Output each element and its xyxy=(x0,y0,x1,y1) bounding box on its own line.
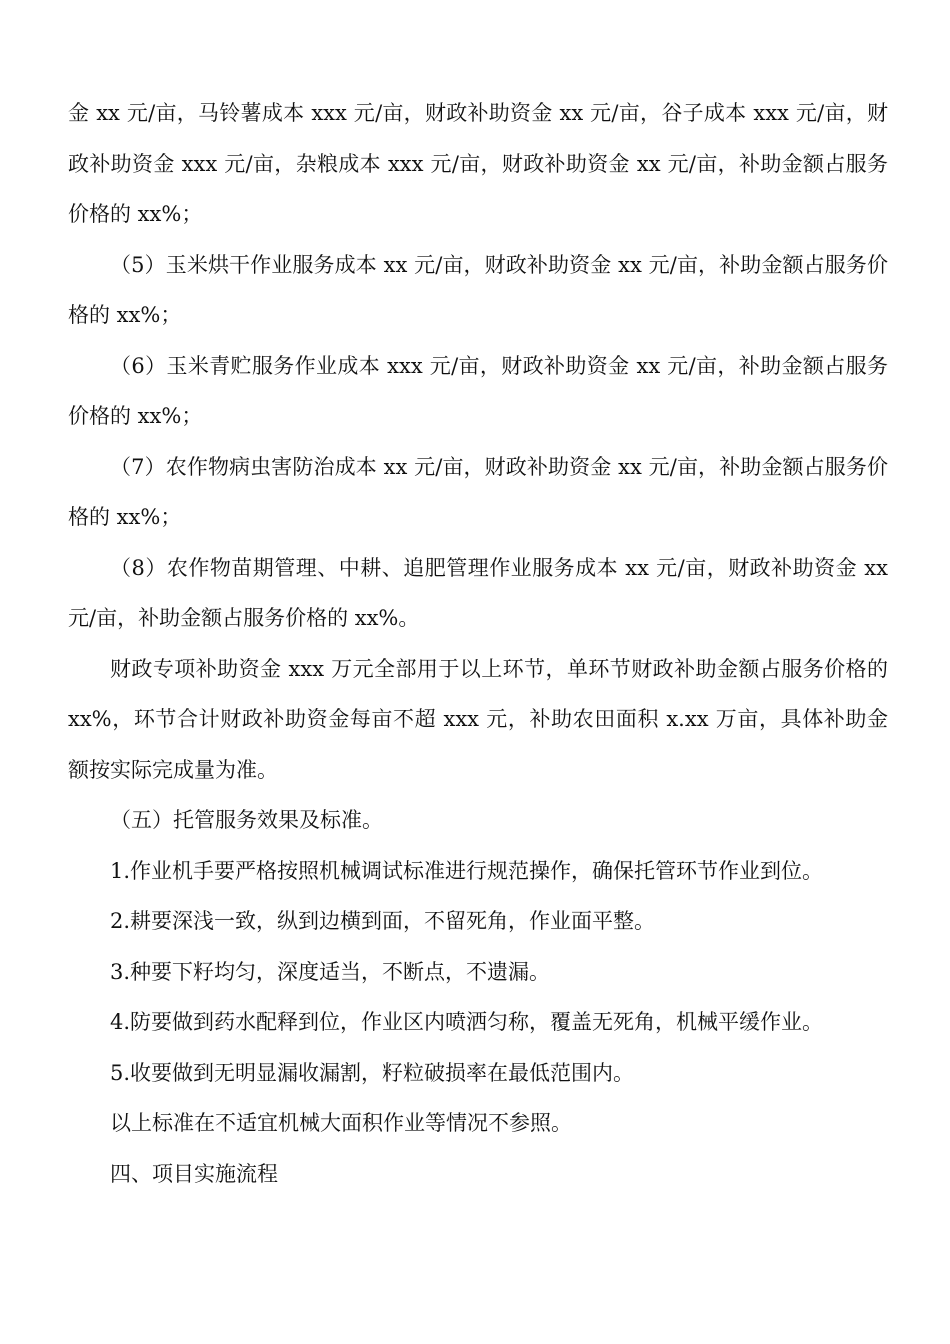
standard-item-3: 3.种要下籽均匀，深度适当，不断点，不遗漏。 xyxy=(110,959,551,984)
paragraph-item-5-corn-drying: （5）玉米烘干作业服务成本 xx 元/亩，财政补助资金 xx 元/亩，补助金额占服务价格的 xx%； xyxy=(68,252,888,327)
paragraph-standards-exception: 以上标准在不适宜机械大面积作业等情况不参照。 xyxy=(110,1111,572,1135)
section-heading-implementation-process: 四、项目实施流程 xyxy=(110,1161,278,1186)
standard-item-2: 2.耕要深浅一致，纵到边横到面，不留死角，作业面平整。 xyxy=(110,909,656,933)
paragraph-item-8-seedling-management: （8）农作物苗期管理、中耕、追肥管理作业服务成本 xx 元/亩，财政补助资金 xx 元/亩，补助金额占服务价格的 xx%。 xyxy=(68,555,888,630)
standard-item-1: 1.作业机手要严格按照机械调试标准进行规范操作，确保托管环节作业到位。 xyxy=(110,858,824,883)
section-heading-service-standards: （五）托管服务效果及标准。 xyxy=(110,808,383,832)
paragraph-item-7-pest-control: （7）农作物病虫害防治成本 xx 元/亩，财政补助资金 xx 元/亩，补助金额占服务价格的 xx%； xyxy=(68,454,888,529)
paragraph-subsidy-continuation: 金 xx 元/亩，马铃薯成本 xxx 元/亩，财政补助资金 xx 元/亩，谷子成本 xxx 元/亩，财政补助资金 xxx 元/亩，杂粮成本 xxx 元/亩，财政补助资金 xx 元/亩，补助金额占服务价格的 xx%； xyxy=(68,101,888,226)
paragraph-item-6-corn-silage: （6）玉米青贮服务作业成本 xxx 元/亩，财政补助资金 xx 元/亩，补助金额占服务价格的 xx%； xyxy=(68,353,888,428)
paragraph-special-subsidy-funds: 财政专项补助资金 xxx 万元全部用于以上环节，单环节财政补助金额占服务价格的 xx%，环节合计财政补助资金每亩不超 xxx 元，补助农田面积 x.xx 万亩，具体补助金额按实际完成量为准。 xyxy=(68,656,888,782)
document-body xyxy=(68,88,888,1199)
standard-item-4: 4.防要做到药水配释到位，作业区内喷洒匀称，覆盖无死角，机械平缓作业。 xyxy=(110,1010,824,1034)
standard-item-5: 5.收要做到无明显漏收漏割，籽粒破损率在最低范围内。 xyxy=(110,1060,635,1085)
